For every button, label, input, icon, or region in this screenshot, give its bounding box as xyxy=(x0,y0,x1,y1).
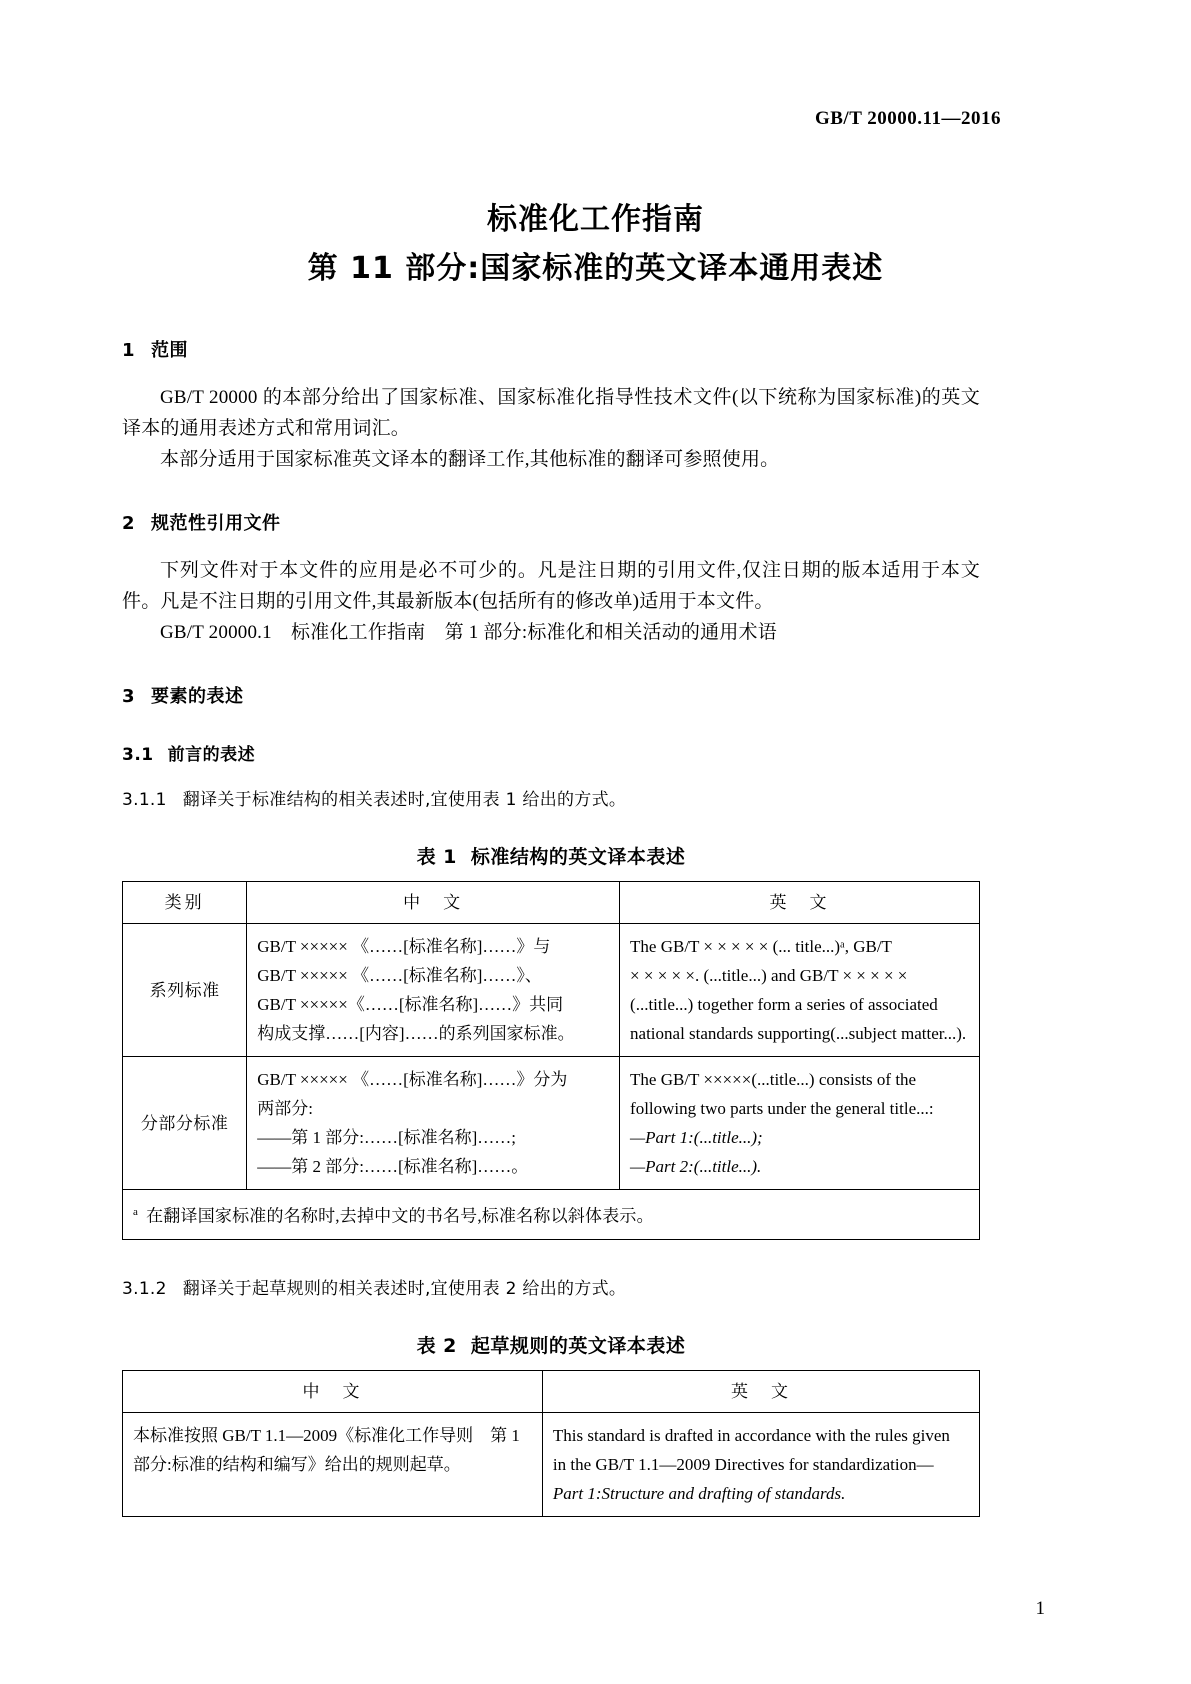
cell-line: The GB/T ×××××(...title...) consists of the xyxy=(630,1070,917,1089)
table-1 xyxy=(122,881,980,1240)
page-number: 1 xyxy=(1035,1598,1045,1619)
running-header xyxy=(0,108,1191,130)
table-1-row-1-category: 分部分标准 xyxy=(123,1057,247,1190)
table-1-number: 表 1 xyxy=(416,846,457,868)
clause-3-1-2-number: 3.1.2 xyxy=(122,1278,167,1299)
cell-line: —Part 1:(...title...); xyxy=(630,1128,763,1147)
clause-3-1-title: 前言的表述 xyxy=(167,745,256,765)
document-body xyxy=(122,336,980,1517)
table-1-header-english: 英 文 xyxy=(620,882,980,924)
table-1-row-1-english xyxy=(620,1057,980,1190)
footnote-marker: a xyxy=(133,1206,139,1218)
cell-line: in the GB/T 1.1—2009 Directives for standardization— xyxy=(552,1454,934,1474)
clause-3-1-1-text: 翻译关于标准结构的相关表述时,宜使用表 1 给出的方式。 xyxy=(182,790,627,810)
table-2-header-row xyxy=(123,1370,980,1412)
clause-3-1-heading xyxy=(122,740,980,765)
table-row xyxy=(123,1057,980,1190)
table-2-caption xyxy=(122,1331,980,1358)
cell-line: This standard is drafted in accordance with the rules given xyxy=(552,1425,950,1445)
cell-line: ——第 1 部分:……[标准名称]……; xyxy=(257,1128,517,1147)
table-1-row-0-chinese xyxy=(247,924,620,1057)
table-1-header-category: 类别 xyxy=(123,882,247,924)
table-1-row-0-english xyxy=(620,924,980,1057)
clause-1-title: 范围 xyxy=(151,340,189,361)
cell-line: GB/T ×××××《……[标准名称]……》共同 xyxy=(257,995,564,1014)
table-1-caption xyxy=(122,842,980,869)
title-main: 标准化工作指南 xyxy=(487,202,704,237)
cell-line: following two parts under the general title...: xyxy=(630,1099,934,1118)
clause-2-paragraph-1: 下列文件对于本文件的应用是必不可少的。凡是注日期的引用文件,仅注日期的版本适用于本文件。凡是不注日期的引用文件,其最新版本(包括所有的修改单)适用于本文件。 xyxy=(122,560,980,612)
cell-line: GB/T ××××× 《……[标准名称]……》、 xyxy=(257,966,542,985)
table-2-title: 起草规则的英文译本表述 xyxy=(470,1334,686,1357)
cell-line: × × × × ×. (...title...) and GB/T × × × × × xyxy=(630,966,908,985)
cell-line: 本标准按照 GB/T 1.1—2009《标准化工作导则 第 1 xyxy=(133,1425,520,1445)
clause-3-1-number: 3.1 xyxy=(122,745,154,765)
cell-line: —Part 2:(...title...). xyxy=(630,1157,762,1176)
table-1-row-0-category: 系列标准 xyxy=(123,924,247,1057)
cell-line: GB/T ××××× 《……[标准名称]……》分为 xyxy=(257,1070,568,1089)
footnote-text: 在翻译国家标准的名称时,去掉中文的书名号,标准名称以斜体表示。 xyxy=(146,1206,654,1226)
table-1-footnote xyxy=(123,1190,980,1240)
cell-line: 部分:标准的结构和编写》给出的规则起草。 xyxy=(133,1454,461,1474)
standard-number: GB/T 20000.11—2016 xyxy=(814,108,1001,129)
table-row xyxy=(123,1412,980,1516)
cell-line: The GB/T × × × × × (... title...)ᵃ, GB/T xyxy=(630,937,892,956)
clause-2-heading xyxy=(122,509,980,535)
table-1-title: 标准结构的英文译本表述 xyxy=(470,846,686,868)
table-2 xyxy=(122,1370,980,1517)
clause-1-number: 1 xyxy=(122,340,136,361)
document-title-block xyxy=(0,198,1191,292)
clause-2-number: 2 xyxy=(122,513,136,534)
clause-2-title: 规范性引用文件 xyxy=(151,513,281,534)
cell-line: Part 1:Structure and drafting of standards. xyxy=(552,1483,846,1503)
clause-3-1-2-text: 翻译关于起草规则的相关表述时,宜使用表 2 给出的方式。 xyxy=(182,1278,627,1299)
clause-3-number: 3 xyxy=(122,686,136,707)
clause-3-heading xyxy=(122,682,980,708)
clause-1-heading xyxy=(122,336,980,362)
cell-line: GB/T ××××× 《……[标准名称]……》与 xyxy=(257,937,551,956)
title-subtitle: 第 11 部分:国家标准的英文译本通用表述 xyxy=(307,251,884,286)
table-2-number: 表 2 xyxy=(416,1334,457,1357)
clause-3-1-2-heading xyxy=(122,1274,980,1299)
clause-3-title: 要素的表述 xyxy=(151,686,244,707)
table-1-row-1-chinese xyxy=(247,1057,620,1190)
table-1-header-chinese: 中 文 xyxy=(247,882,620,924)
table-2-row-0-english xyxy=(542,1412,979,1516)
cell-line: ——第 2 部分:……[标准名称]……。 xyxy=(257,1157,529,1176)
table-2-header-chinese: 中 文 xyxy=(123,1370,543,1412)
clause-1-paragraph-2: 本部分适用于国家标准英文译本的翻译工作,其他标准的翻译可参照使用。 xyxy=(160,449,780,470)
table-1-header-row xyxy=(123,882,980,924)
clause-3-1-1-number: 3.1.1 xyxy=(122,790,167,810)
clause-1-paragraph-1: GB/T 20000 的本部分给出了国家标准、国家标准化指导性技术文件(以下统称为国家标准)的英文译本的通用表述方式和常用词汇。 xyxy=(122,387,980,439)
table-row xyxy=(123,924,980,1057)
clause-2-reference-entry: GB/T 20000.1 标准化工作指南 第 1 部分:标准化和相关活动的通用术语 xyxy=(160,622,777,643)
cell-line: 构成支撑……[内容]……的系列国家标准。 xyxy=(257,1024,575,1043)
cell-line: 两部分: xyxy=(257,1099,313,1118)
clause-3-1-1-heading xyxy=(122,785,980,810)
cell-line: (...title...) together form a series of associated xyxy=(630,995,938,1014)
table-2-row-0-chinese xyxy=(123,1412,543,1516)
table-2-header-english: 英 文 xyxy=(542,1370,979,1412)
cell-line: national standards supporting(...subject matter...). xyxy=(630,1024,967,1043)
table-1-footnote-row xyxy=(123,1190,980,1240)
